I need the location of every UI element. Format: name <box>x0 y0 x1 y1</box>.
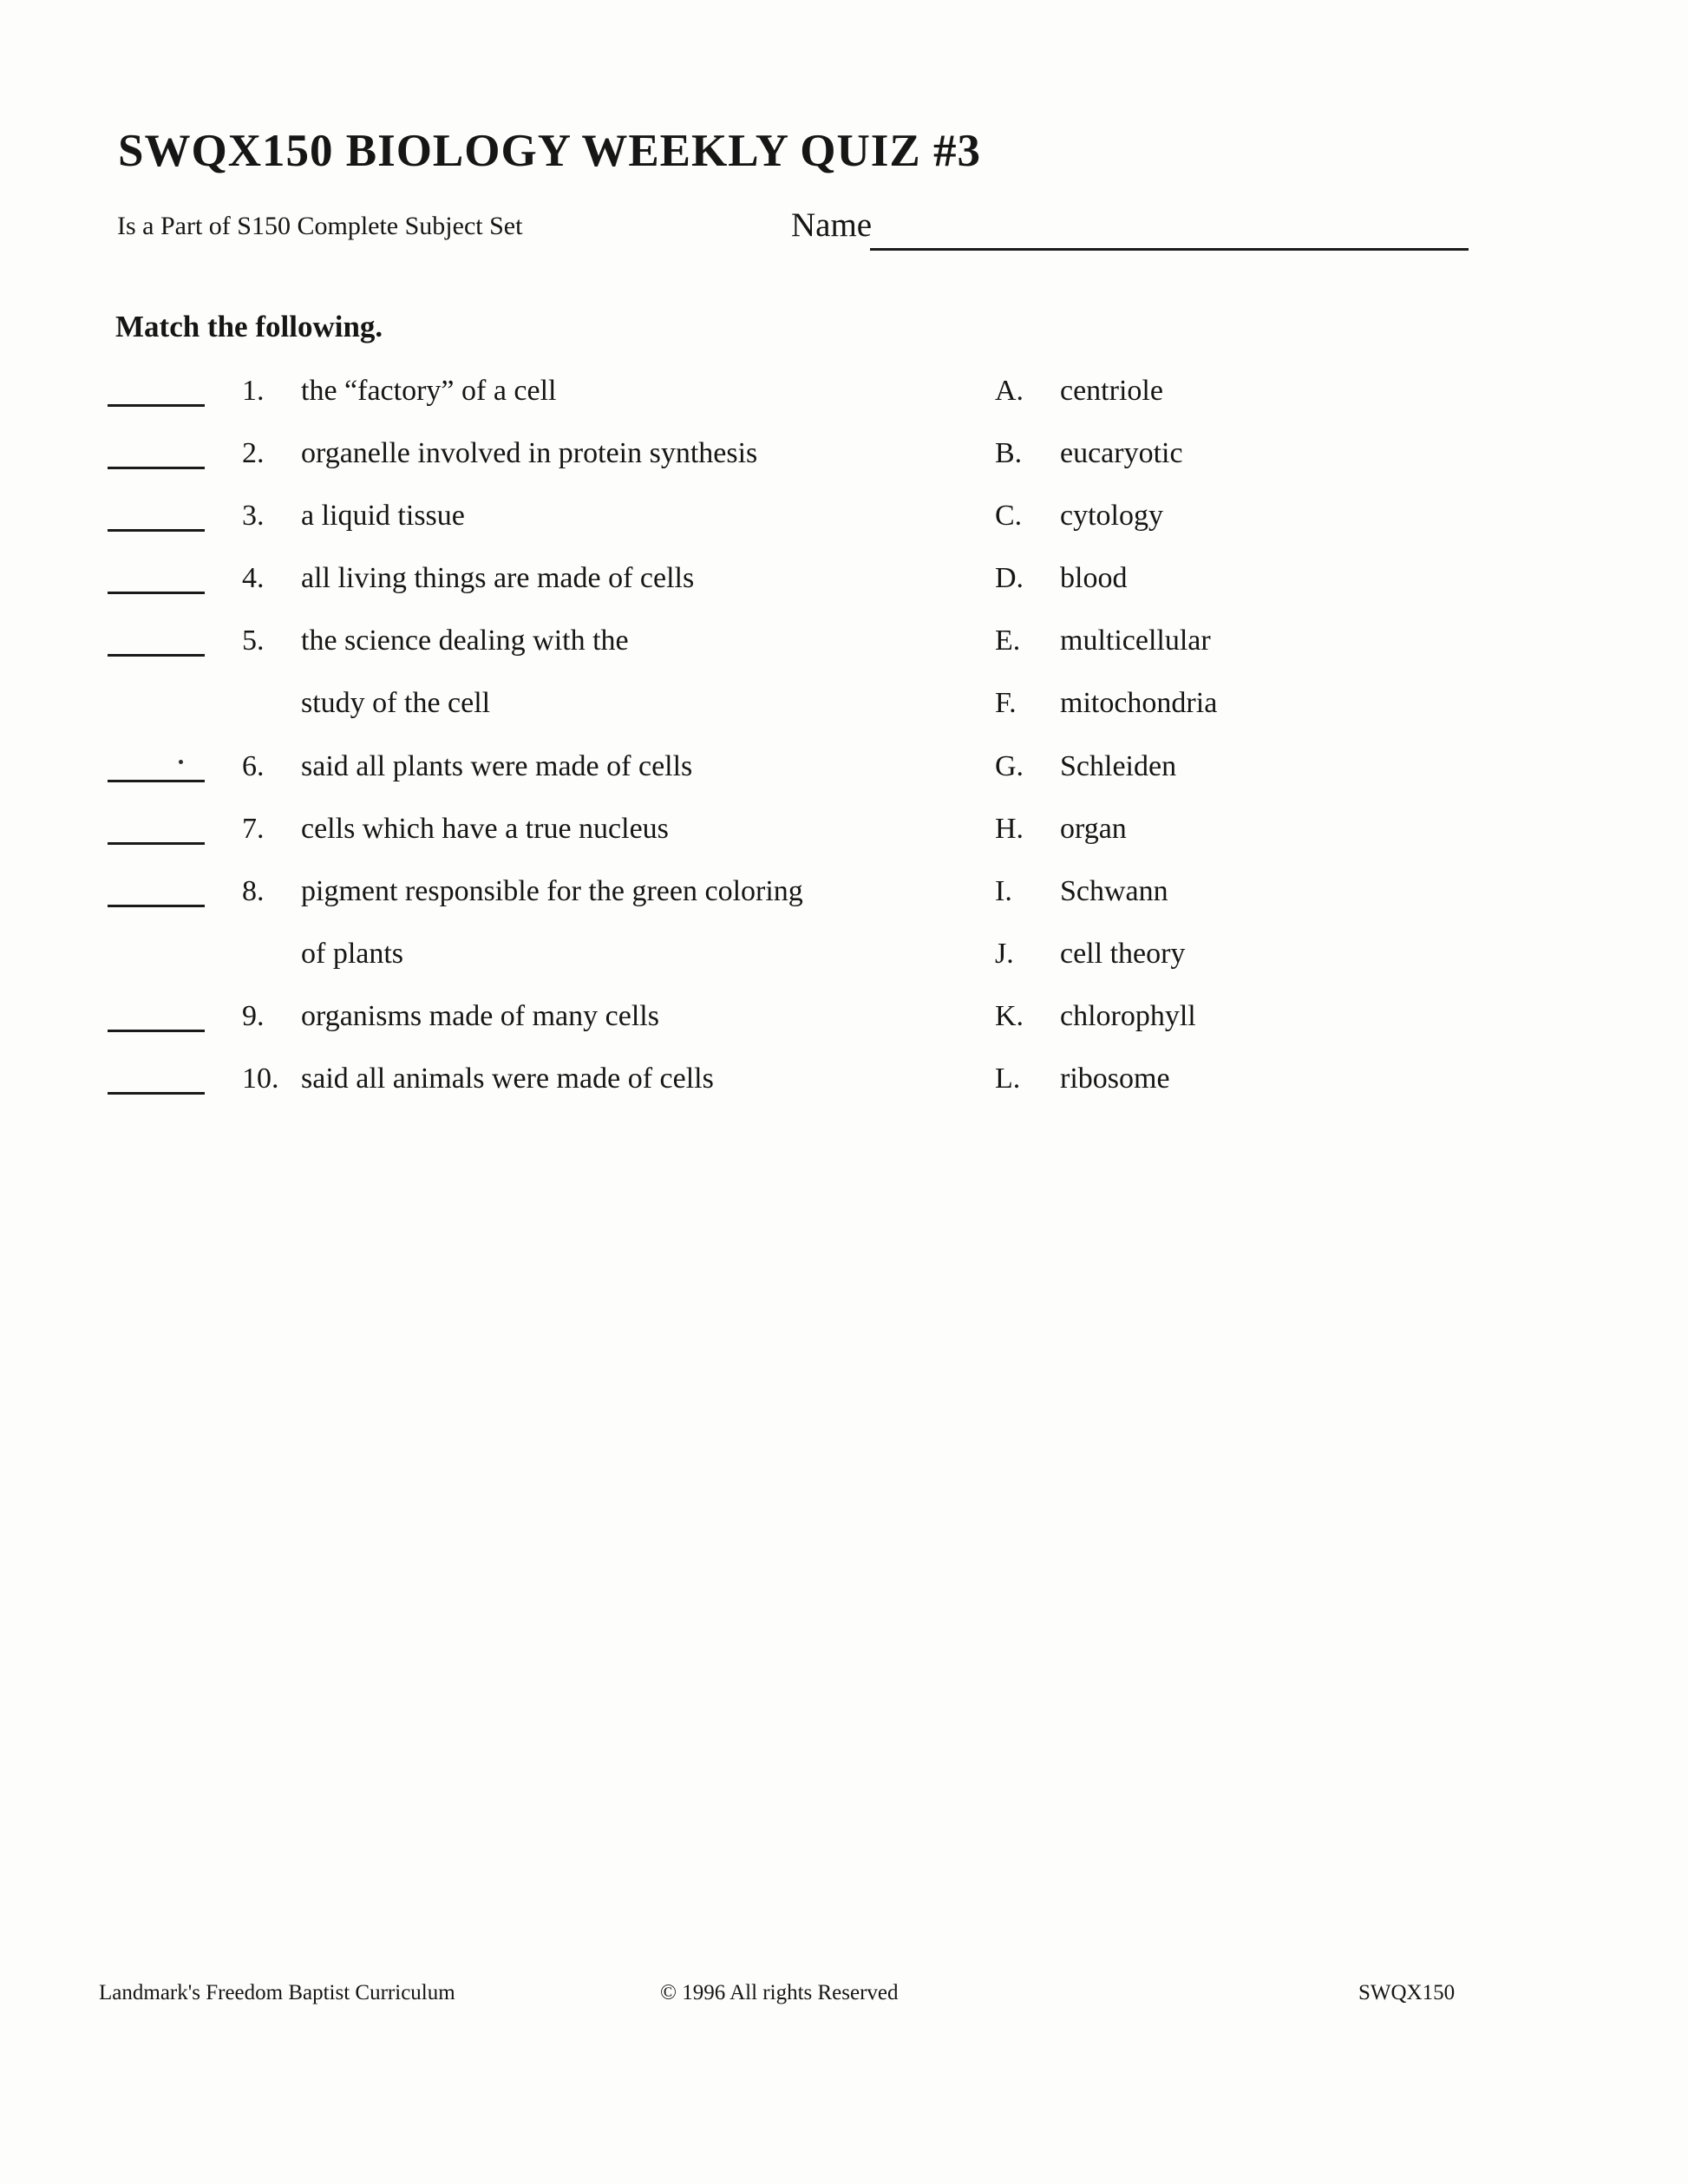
question-text: organelle involved in protein synthesis <box>301 437 758 470</box>
question-text: organisms made of many cells <box>301 999 659 1032</box>
question-number: 5. <box>242 624 265 657</box>
page-title: SWQX150 BIOLOGY WEEKLY QUIZ #3 <box>118 126 982 176</box>
answer-blank[interactable] <box>108 494 205 532</box>
answer-blank[interactable] <box>108 556 205 594</box>
answer-blank[interactable] <box>108 369 205 407</box>
matching-row <box>0 556 1688 618</box>
footer-publisher: Landmark's Freedom Baptist Curriculum <box>99 1981 455 2004</box>
matching-row <box>0 1056 1688 1119</box>
answer-text: eucaryotic <box>1060 437 1183 470</box>
answer-blank[interactable] <box>108 431 205 469</box>
matching-section <box>0 369 1688 1119</box>
question-text: the “factory” of a cell <box>301 375 557 407</box>
answer-text: mitochondria <box>1060 687 1218 720</box>
matching-row <box>0 932 1688 994</box>
answer-blank[interactable] <box>108 744 205 782</box>
answer-letter: D. <box>995 562 1024 595</box>
answer-letter: C. <box>995 500 1023 533</box>
question-number: 10. <box>242 1063 279 1095</box>
question-text: cells which have a true nucleus <box>301 812 669 845</box>
answer-text: chlorophyll <box>1060 999 1196 1032</box>
answer-letter: G. <box>995 749 1024 782</box>
answer-letter: J. <box>995 937 1014 970</box>
answer-text: organ <box>1060 812 1127 845</box>
answer-letter: H. <box>995 812 1024 845</box>
name-label: Name <box>791 206 873 244</box>
footer-copyright: © 1996 All rights Reserved <box>660 1981 899 2004</box>
matching-row <box>0 807 1688 869</box>
answer-letter: I. <box>995 874 1012 907</box>
question-number: 7. <box>242 812 265 845</box>
matching-row <box>0 994 1688 1056</box>
answer-text: ribosome <box>1060 1063 1170 1095</box>
question-text: pigment responsible for the green coloring <box>301 874 803 907</box>
question-number: 9. <box>242 999 265 1032</box>
answer-letter: B. <box>995 437 1023 470</box>
question-number: 4. <box>242 562 265 595</box>
answer-letter: L. <box>995 1063 1021 1095</box>
question-number: 6. <box>242 749 265 782</box>
answer-text: Schleiden <box>1060 749 1177 782</box>
question-text: of plants <box>301 937 404 970</box>
question-text: said all plants were made of cells <box>301 749 693 782</box>
question-number: 1. <box>242 375 265 407</box>
answer-letter: K. <box>995 999 1024 1032</box>
answer-blank[interactable] <box>108 1056 205 1095</box>
matching-row <box>0 431 1688 494</box>
answer-blank[interactable] <box>108 869 205 907</box>
answer-blank[interactable] <box>108 807 205 845</box>
question-text: the science dealing with the <box>301 624 629 657</box>
answer-letter: F. <box>995 687 1017 720</box>
answer-text: cytology <box>1060 500 1163 533</box>
answer-letter: A. <box>995 375 1024 407</box>
answer-text: cell theory <box>1060 937 1186 970</box>
question-text: said all animals were made of cells <box>301 1063 714 1095</box>
answer-letter: E. <box>995 624 1021 657</box>
answer-blank[interactable] <box>108 994 205 1032</box>
matching-row <box>0 494 1688 556</box>
matching-row <box>0 869 1688 932</box>
instruction-heading: Match the following. <box>115 310 383 343</box>
matching-row <box>0 618 1688 681</box>
question-text: study of the cell <box>301 687 491 720</box>
question-number: 2. <box>242 437 265 470</box>
question-number: 8. <box>242 874 265 907</box>
question-text: all living things are made of cells <box>301 562 695 595</box>
matching-row <box>0 744 1688 807</box>
answer-text: multicellular <box>1060 624 1211 657</box>
matching-row <box>0 681 1688 743</box>
question-number: 3. <box>242 500 265 533</box>
answer-text: Schwann <box>1060 874 1168 907</box>
footer-code: SWQX150 <box>1358 1981 1456 2004</box>
answer-text: blood <box>1060 562 1128 595</box>
subtitle: Is a Part of S150 Complete Subject Set <box>117 212 523 240</box>
matching-row <box>0 369 1688 431</box>
answer-text: centriole <box>1060 375 1163 407</box>
question-text: a liquid tissue <box>301 500 465 533</box>
name-input-line[interactable] <box>870 219 1469 251</box>
scan-speck <box>179 760 183 764</box>
answer-blank[interactable] <box>108 618 205 657</box>
